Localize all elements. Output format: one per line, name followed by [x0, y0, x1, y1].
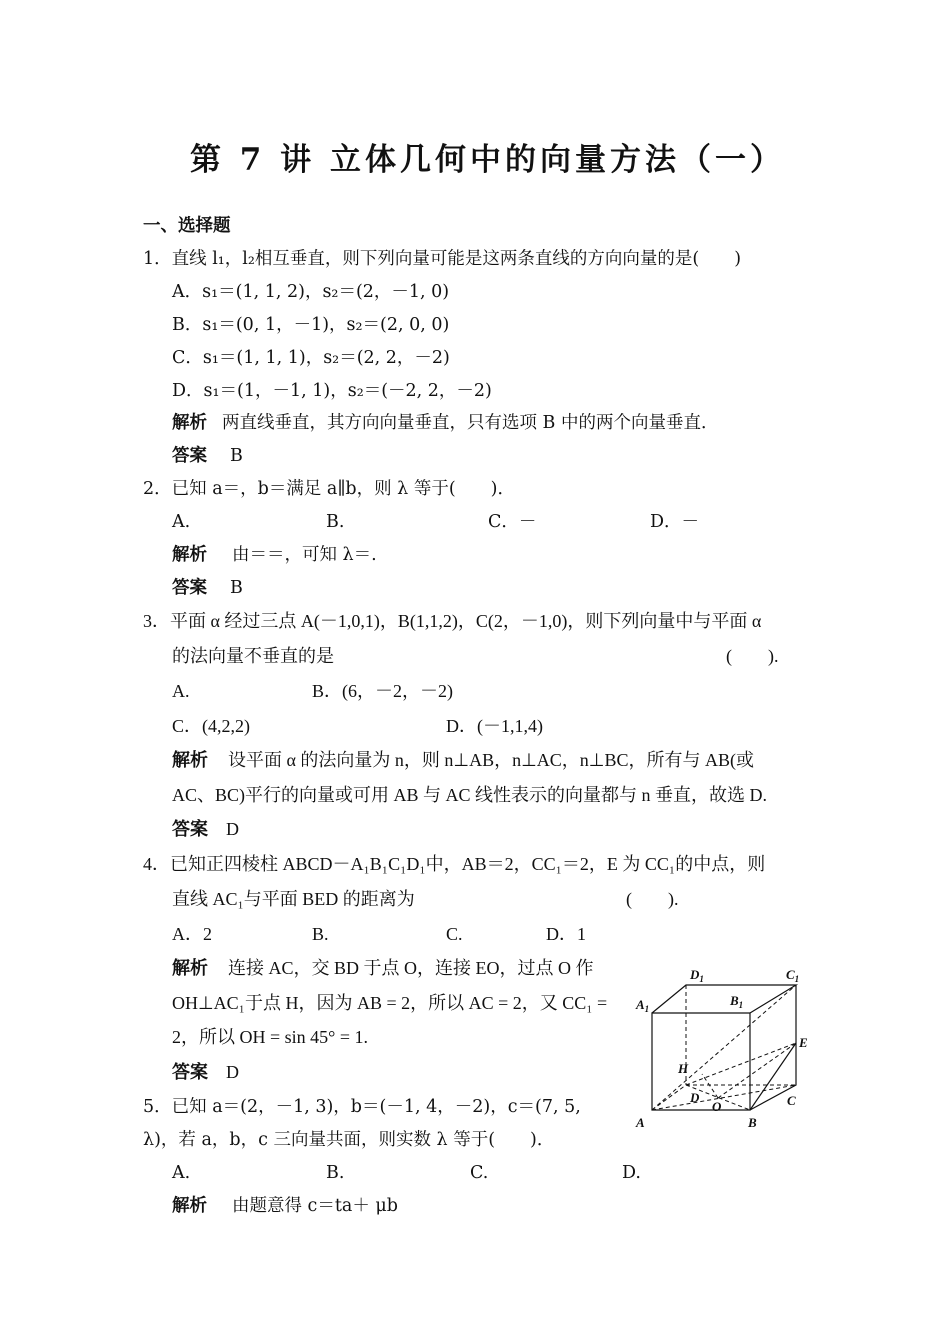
edge-ad: [652, 1085, 686, 1110]
q4-option-a: A．2: [172, 924, 212, 944]
section-heading: 一、选择题: [143, 216, 231, 236]
page-title: 第 7 讲 立体几何中的向量方法（一）: [190, 142, 785, 178]
q2-analysis: 由＝＝，可知 λ＝.: [232, 545, 377, 565]
q4-answer-label: 答案: [172, 1062, 208, 1082]
q4-analysis-label: 解析: [172, 958, 208, 978]
q4-stem-line2: 直线 AC₁与平面 BED 的距离为: [172, 889, 415, 909]
q3-option-b: B．(6，－2，－2): [312, 681, 453, 701]
diagonal-ac: [652, 1085, 796, 1110]
label-c: C: [787, 1093, 796, 1108]
q2-answer: B: [230, 578, 243, 598]
segment-oh: [702, 1074, 718, 1098]
label-h: H: [678, 1061, 689, 1076]
q1-answer: B: [230, 446, 243, 466]
q1-analysis: 两直线垂直，其方向向量垂直，只有选项 B 中的两个向量垂直．: [222, 413, 719, 433]
q5-analysis: 由题意得 c＝ta＋ μb: [232, 1196, 398, 1216]
q4-option-b: B.: [312, 924, 329, 944]
q2-option-a: A.: [172, 512, 191, 532]
q4-option-d: D．1: [546, 924, 586, 944]
q1-option-a: A．s₁＝(1, 1, 2)，s₂＝(2，－1, 0): [172, 282, 450, 302]
q5-option-c: C.: [470, 1163, 489, 1183]
segment-oe: [718, 1043, 796, 1098]
q5-option-d: D.: [622, 1163, 641, 1183]
q5-stem-line1: 5．已知 a＝(2，－1, 3)，b＝(－1, 4，－2)，c＝(7, 5,: [143, 1097, 581, 1117]
q4-option-c: C.: [446, 924, 463, 944]
q3-stem-line2: 的法向量不垂直的是: [172, 646, 334, 666]
q5-stem-line2: λ)，若 a，b，c 三向量共面，则实数 λ 等于( )．: [143, 1130, 555, 1150]
prism-figure: [630, 965, 820, 1140]
q3-blank: ( ).: [726, 646, 779, 666]
q2-option-b: B.: [326, 512, 345, 532]
segment-de: [686, 1043, 796, 1085]
q3-option-a: A.: [172, 681, 190, 701]
label-d1: $D_1$: [690, 967, 704, 984]
q4-stem-line1: 4．已知正四棱柱 ABCD－A₁B₁C₁D₁中，AB＝2，CC₁＝2，E 为 CC₁的中点，则: [143, 854, 766, 874]
q4-analysis-line1: 连接 AC，交 BD 于点 O，连接 EO，过点 O 作: [228, 958, 594, 978]
q1-option-d: D．s₁＝(1，－1, 1)，s₂＝(－2, 2，－2): [172, 381, 492, 401]
q2-answer-label: 答案: [172, 578, 207, 598]
q2-option-c: C．－: [488, 512, 537, 532]
q5-analysis-label: 解析: [172, 1196, 207, 1216]
q5-option-a: A.: [172, 1163, 191, 1183]
q3-option-c: C．(4,2,2): [172, 716, 250, 736]
q3-answer-label: 答案: [172, 819, 208, 839]
label-b1: $B_1$: [730, 993, 744, 1010]
prism-top-face: [652, 985, 796, 1013]
q1-option-c: C．s₁＝(1, 1, 1)，s₂＝(2, 2，－2): [172, 348, 450, 368]
label-e: E: [799, 1035, 808, 1050]
label-b: B: [748, 1115, 757, 1130]
q2-stem: 2．已知 a＝，b＝满足 a∥b，则 λ 等于( )．: [143, 479, 515, 499]
q3-analysis-line2: AC、BC)平行的向量或可用 AB 与 AC 线性表示的向量都与 n 垂直，故选 D.: [172, 785, 768, 805]
q4-answer: D: [226, 1062, 239, 1082]
q4-analysis-line3: 2，所以 OH = sin 45° = 1.: [172, 1027, 369, 1047]
q1-stem: 1．直线 l₁，l₂相互垂直，则下列向量可能是这两条直线的方向向量的是( ): [143, 249, 742, 269]
q4-analysis-line2: OH⊥AC₁于点 H，因为 AB = 2，所以 AC = 2，又 CC₁ =: [172, 993, 608, 1013]
diagonal-ac1: [652, 985, 796, 1110]
label-d: D: [690, 1090, 700, 1105]
q5-option-b: B.: [326, 1163, 345, 1183]
label-a: A: [636, 1115, 645, 1130]
q3-option-d: D．(－1,1,4): [446, 716, 543, 736]
label-c1: $C_1$: [786, 967, 800, 984]
q4-blank: ( ).: [626, 889, 679, 909]
q2-option-d: D．－: [650, 512, 700, 532]
q1-analysis-label: 解析: [172, 413, 207, 433]
q3-analysis-line1: 设平面 α 的法向量为 n，则 n⊥AB，n⊥AC，n⊥BC，所有与 AB(或: [228, 750, 754, 770]
q3-answer: D: [226, 819, 239, 839]
q1-option-b: B．s₁＝(0, 1，－1)，s₂＝(2, 0, 0): [172, 315, 450, 335]
q3-stem-line1: 3．平面 α 经过三点 A(－1,0,1)，B(1,1,2)，C(2，－1,0)，则下列向量中与平面 α: [143, 611, 762, 631]
q1-answer-label: 答案: [172, 446, 207, 466]
q2-analysis-label: 解析: [172, 545, 207, 565]
label-o: O: [712, 1099, 722, 1114]
label-a1: $A_1$: [636, 997, 650, 1014]
q3-analysis-label: 解析: [172, 750, 208, 770]
